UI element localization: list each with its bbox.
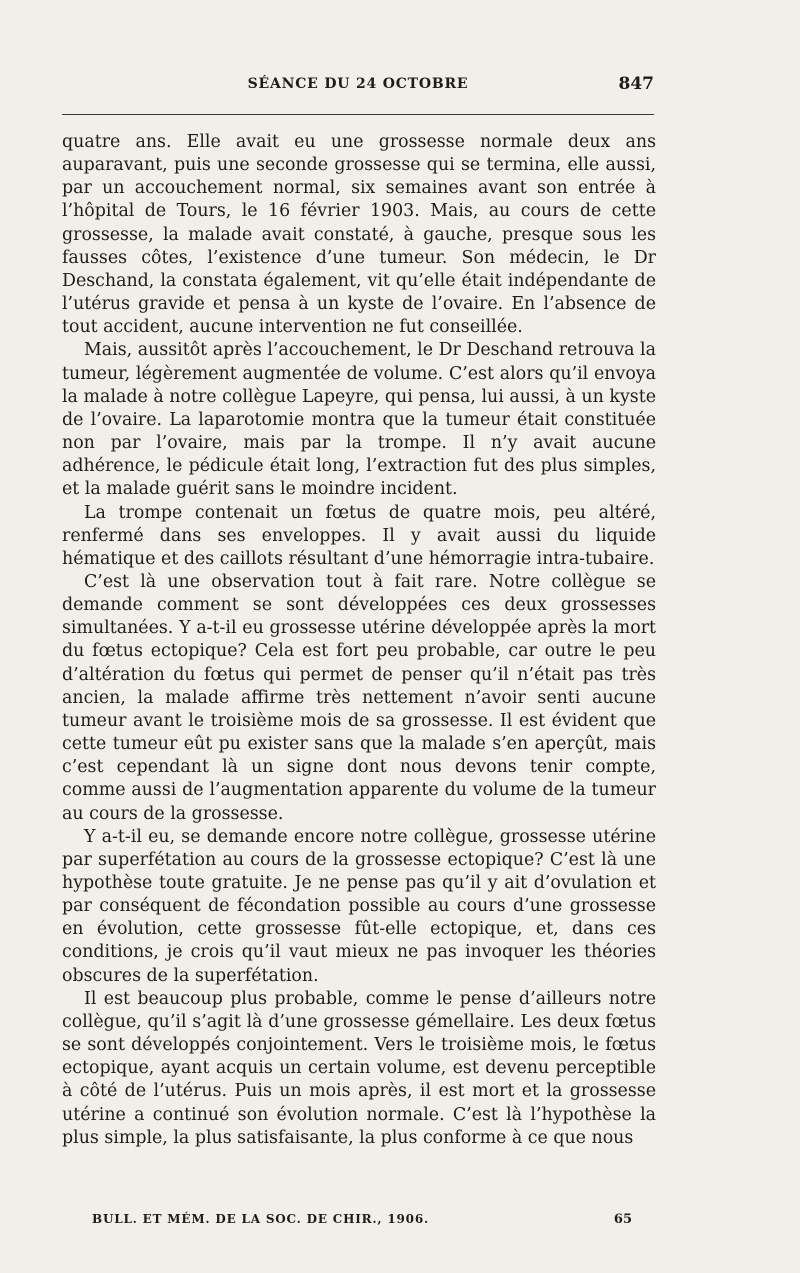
paragraph: C’est là une observation tout à fait rare. Notre collègue se demande comment se sont développées ces deux grossesses simultanées. Y a-t-il eu grossesse utérine développée après la mort du fœtus ectopique? Cela est fort peu probable, car outre le peu d’altération du fœtus qui permet de penser qu’il n’était pas très ancien, la malade affirme très nettement n’avoir senti aucune tumeur avant le troisième mois de sa grossesse. Il est évident que cette tumeur eût pu exister sans que la malade s’en aperçût, mais c’est cependant là un signe dont nous devons tenir compte, comme aussi de l’augmentation apparente du volume de la tumeur au cours de la grossesse. [62,571,656,824]
paragraph: Il est beaucoup plus probable, comme le pense d’ailleurs notre collègue, qu’il s’agit là d’une grossesse gémellaire. Les deux fœtus se sont développés conjointement. Vers le troisième mois, le fœtus ectopique, ayant acquis un certain volume, est devenu perceptible à côté de l’utérus. Puis un mois après, il est mort et la grossesse utérine a continué son évolution normale. C’est là l’hypothèse la plus simple, la plus satisfaisante, la plus conforme à ce que nous [62,988,656,1148]
paragraph-continued: quatre ans. Elle avait eu une grossesse normale deux ans auparavant, puis une seconde grossesse qui se termina, elle aussi, par un accouchement normal, six semaines avant son entrée à l’hôpital de Tours, le 16 février 1903. Mais, au cours de cette grossesse, la malade avait constaté, à gauche, presque sous les fausses côtes, l’existence d’une tumeur. Son médecin, le Dr Deschand, la constata également, vit qu’elle était indépendante de l’utérus gravide et pensa à un kyste de l’ovaire. En l’absence de tout accident, aucune intervention ne fut conseillée. [62,132,656,338]
page-header [62,76,654,100]
footer-citation: BULL. ET MÉM. DE LA SOC. DE CHIR., 1906. [92,1212,429,1226]
page-footer [92,1212,632,1232]
page-number: 847 [618,74,654,94]
paragraph: La trompe contenait un fœtus de quatre mois, peu altéré, renfermé dans ses enveloppes. Il y avait aussi du liquide hématique et des caillots résultant d’une hémorragie intra-tubaire. [62,502,656,569]
paragraph: Y a-t-il eu, se demande encore notre collègue, grossesse utérine par superfétation au cours de la grossesse ectopique? C’est là une hypothèse toute gratuite. Je ne pense pas qu’il y ait d’ovulation et par conséquent de fécondation possible au cours d’une grossesse en évolution, cette grossesse fût-elle ectopique, et, dans ces conditions, je crois qu’il vaut mieux ne pas invoquer les théories obscures de la superfétation. [62,826,656,986]
article-body [62,131,656,1150]
footer-signature-mark: 65 [613,1212,632,1227]
running-title: SÉANCE DU 24 OCTOBRE [247,76,469,92]
paragraph: Mais, aussitôt après l’accouchement, le Dr Deschand retrouva la tumeur, légèrement augmentée de volume. C’est alors qu’il envoya la malade à notre collègue Lapeyre, qui pensa, lui aussi, à un kyste de l’ovaire. La laparotomie montra que la tumeur était constituée non par l’ovaire, mais par la trompe. Il n’y avait aucune adhérence, le pédicule était long, l’extraction fut des plus simples, et la malade guérit sans le moindre incident. [62,340,656,500]
header-rule [62,114,654,115]
